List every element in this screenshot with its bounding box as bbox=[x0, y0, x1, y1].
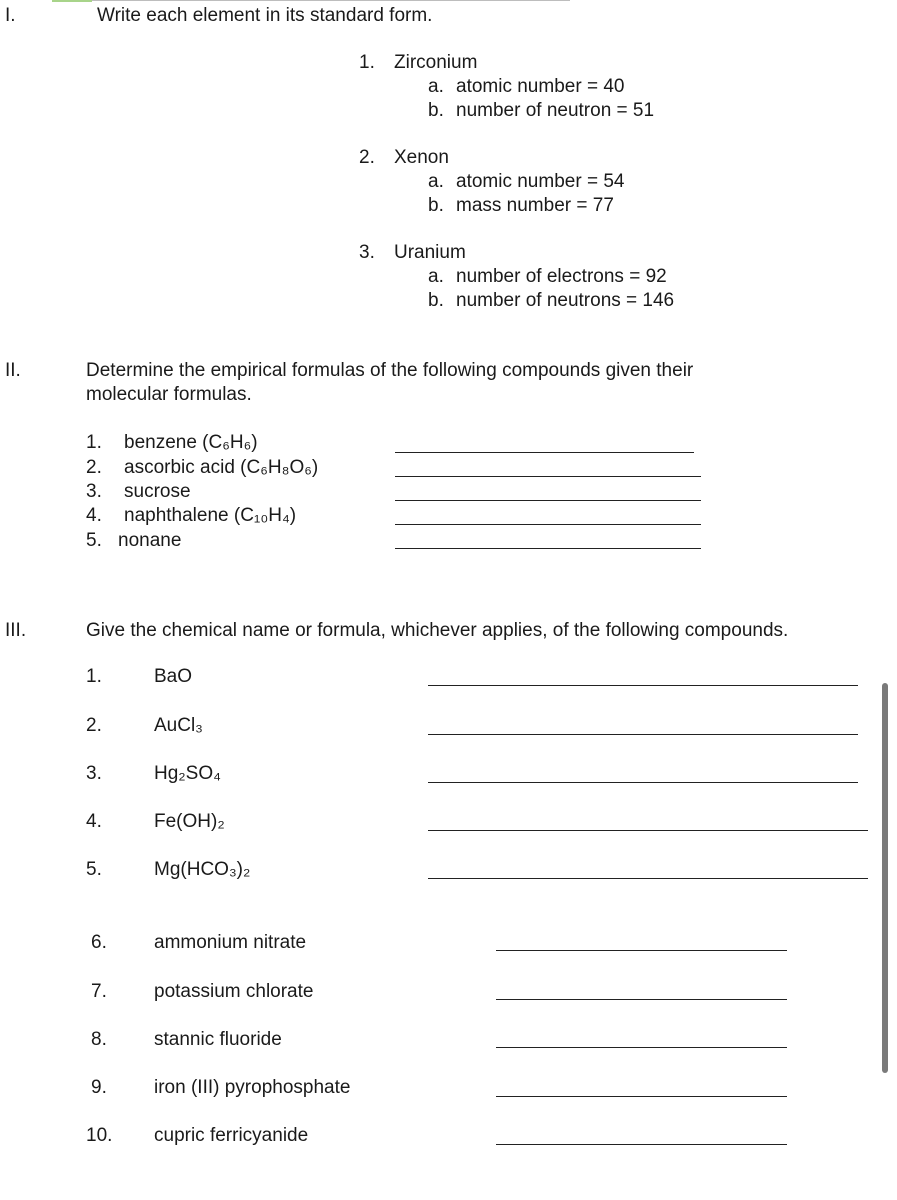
element-3-a-text: number of electrons = 92 bbox=[456, 266, 667, 287]
empirical-item-5-text: nonane bbox=[118, 530, 182, 551]
element-1-name: Zirconium bbox=[394, 52, 478, 73]
compound-item-5-text: Mg(HCO₃)₂ bbox=[154, 859, 251, 880]
empirical-item-1-number: 1. bbox=[86, 432, 102, 453]
element-2-a-letter: a. bbox=[428, 171, 444, 192]
compound-answer-line-10[interactable] bbox=[496, 1144, 787, 1145]
empirical-answer-line-5[interactable] bbox=[395, 548, 701, 549]
compound-item-9-text: iron (III) pyrophosphate bbox=[154, 1077, 351, 1098]
compound-item-2-number: 2. bbox=[86, 715, 102, 736]
empirical-answer-line-1[interactable] bbox=[395, 452, 694, 453]
empirical-answer-line-2[interactable] bbox=[395, 476, 701, 477]
compound-answer-line-6[interactable] bbox=[496, 950, 787, 951]
compound-answer-line-7[interactable] bbox=[496, 999, 787, 1000]
compound-item-1-text: BaO bbox=[154, 666, 193, 687]
section-2-instruction-line-1: Determine the empirical formulas of the following compounds given their bbox=[86, 360, 694, 381]
empirical-item-4-number: 4. bbox=[86, 505, 102, 526]
compound-item-9-number: 9. bbox=[91, 1077, 107, 1098]
compound-item-1-number: 1. bbox=[86, 666, 102, 687]
section-1-numeral: I. bbox=[5, 5, 16, 26]
compound-item-10-number: 10. bbox=[86, 1125, 113, 1146]
compound-item-3-number: 3. bbox=[86, 763, 102, 784]
top-divider bbox=[52, 0, 570, 1]
element-1-a-text: atomic number = 40 bbox=[456, 76, 625, 97]
compound-item-10-text: cupric ferricyanide bbox=[154, 1125, 309, 1146]
element-3-a-letter: a. bbox=[428, 266, 444, 287]
compound-item-7-text: potassium chlorate bbox=[154, 981, 314, 1002]
empirical-item-2-text: ascorbic acid (C₆H₈O₆) bbox=[124, 457, 319, 478]
compound-item-4-number: 4. bbox=[86, 811, 102, 832]
section-2-instruction-line-2: molecular formulas. bbox=[86, 384, 252, 405]
empirical-answer-line-3[interactable] bbox=[395, 500, 701, 501]
section-2-numeral: II. bbox=[5, 360, 21, 381]
element-2-b-letter: b. bbox=[428, 195, 444, 216]
compound-answer-line-8[interactable] bbox=[496, 1047, 787, 1048]
empirical-item-1-text: benzene (C₆H₆) bbox=[124, 432, 258, 453]
compound-item-3-text: Hg₂SO₄ bbox=[154, 763, 221, 784]
compound-item-4-text: Fe(OH)₂ bbox=[154, 811, 225, 832]
empirical-item-5-number: 5. bbox=[86, 530, 102, 551]
empirical-answer-line-4[interactable] bbox=[395, 524, 701, 525]
element-1-a-letter: a. bbox=[428, 76, 444, 97]
element-2-number: 2. bbox=[359, 147, 375, 168]
vertical-scrollbar[interactable] bbox=[882, 683, 888, 1073]
element-3-b-text: number of neutrons = 146 bbox=[456, 290, 675, 311]
compound-item-8-number: 8. bbox=[91, 1029, 107, 1050]
empirical-item-3-number: 3. bbox=[86, 481, 102, 502]
section-3-instruction: Give the chemical name or formula, whichever applies, of the following compounds. bbox=[86, 620, 789, 641]
compound-answer-line-5[interactable] bbox=[428, 878, 868, 879]
compound-item-8-text: stannic fluoride bbox=[154, 1029, 282, 1050]
compound-answer-line-2[interactable] bbox=[428, 734, 858, 735]
element-1-b-text: number of neutron = 51 bbox=[456, 100, 655, 121]
compound-item-2-text: AuCl₃ bbox=[154, 715, 203, 736]
element-3-b-letter: b. bbox=[428, 290, 444, 311]
compound-answer-line-1[interactable] bbox=[428, 685, 858, 686]
compound-item-6-number: 6. bbox=[91, 932, 107, 953]
element-3-name: Uranium bbox=[394, 242, 466, 263]
element-3-number: 3. bbox=[359, 242, 375, 263]
section-3-numeral: III. bbox=[5, 620, 27, 641]
element-1-number: 1. bbox=[359, 52, 375, 73]
empirical-item-4-text: naphthalene (C₁₀H₄) bbox=[124, 505, 297, 526]
empirical-item-3-text: sucrose bbox=[124, 481, 191, 502]
section-1-instruction: Write each element in its standard form. bbox=[97, 5, 433, 26]
element-2-name: Xenon bbox=[394, 147, 449, 168]
element-1-b-letter: b. bbox=[428, 100, 444, 121]
top-divider-accent bbox=[52, 0, 92, 2]
element-2-b-text: mass number = 77 bbox=[456, 195, 614, 216]
element-2-a-text: atomic number = 54 bbox=[456, 171, 625, 192]
compound-item-7-number: 7. bbox=[91, 981, 107, 1002]
compound-item-6-text: ammonium nitrate bbox=[154, 932, 307, 953]
compound-answer-line-4[interactable] bbox=[428, 830, 868, 831]
compound-answer-line-9[interactable] bbox=[496, 1096, 787, 1097]
compound-item-5-number: 5. bbox=[86, 859, 102, 880]
empirical-item-2-number: 2. bbox=[86, 457, 102, 478]
compound-answer-line-3[interactable] bbox=[428, 782, 858, 783]
